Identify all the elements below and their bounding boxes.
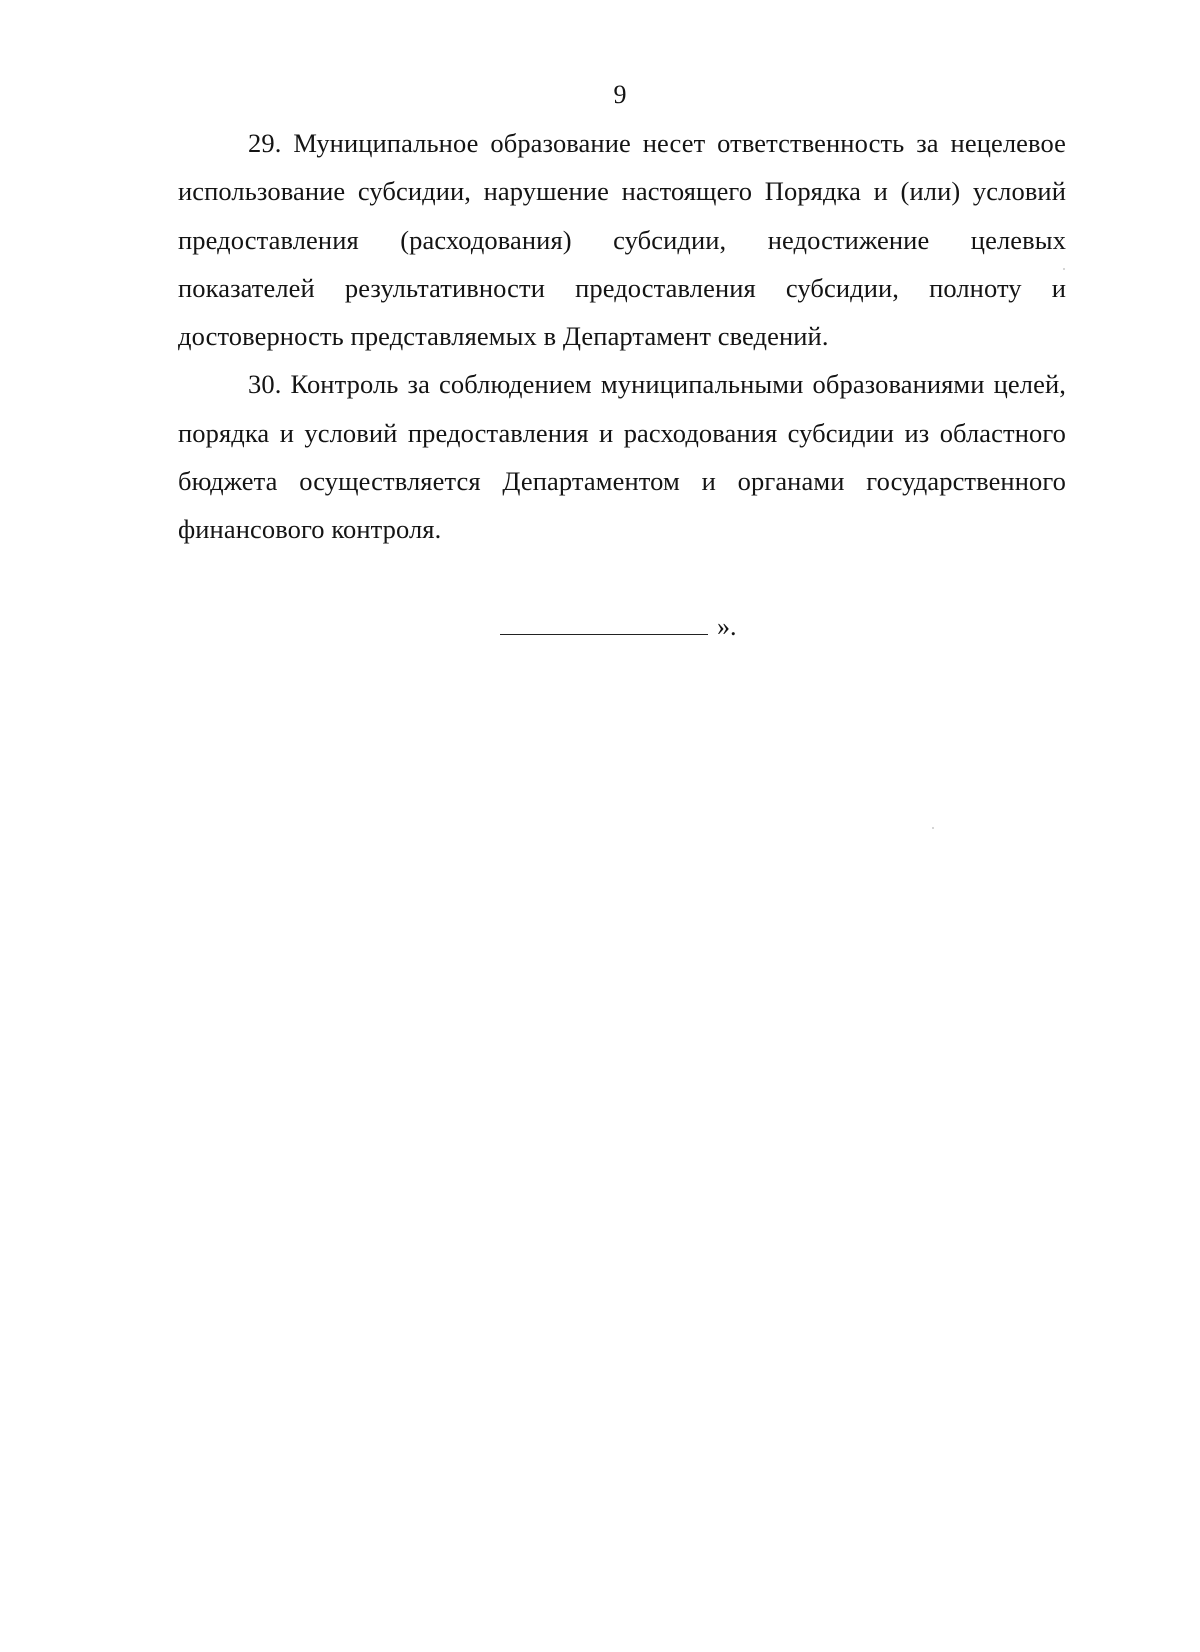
document-body <box>178 119 1066 554</box>
paragraph-29: 29. Муниципальное образование несет ответственность за нецелевое использование субсидии, нарушение настоящего Порядка и (или) условий предоставления (расходования) субсидии, недостижение целевых показателей результативности предоставления субсидии, полноту и достоверность представляемых в Департамент сведений. <box>178 128 1066 352</box>
scan-speck <box>1063 268 1065 270</box>
closing-quote: ». <box>717 612 737 641</box>
closing-mark <box>500 612 737 642</box>
closing-underline <box>500 616 708 635</box>
paragraph-30: 30. Контроль за соблюдением муниципальными образованиями целей, порядка и условий предоставления и расходования субсидии из областного бюджета осуществляется Департаментом и органами государственного финансового контроля. <box>178 369 1066 545</box>
scan-speck <box>932 827 934 829</box>
page-number: 9 <box>613 80 627 109</box>
